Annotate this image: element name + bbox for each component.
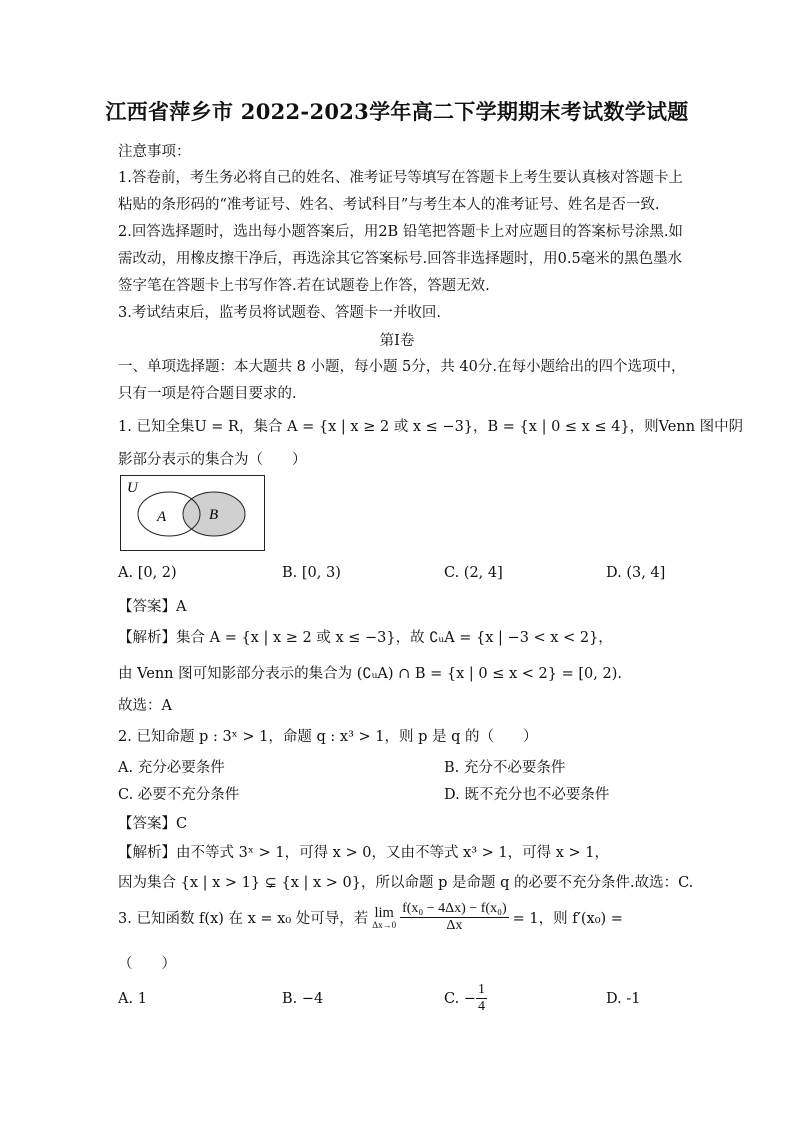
venn-label-b: B [209, 507, 219, 523]
limit-subscript: Δx→0 [372, 919, 397, 930]
option-c: C. (2, 4] [444, 565, 503, 581]
question-1-stem: 1. 已知全集U = R，集合 A = {x | x ≥ 2 或 x ≤ −3}，B = {x | 0 ≤ x ≤ 4}，则Venn 图中阴 [118, 419, 744, 435]
notice-line: 粘贴的条形码的“准考证号、姓名、考试科目”与考生本人的准考证号、姓名是否一致. [118, 197, 660, 213]
limit [372, 906, 396, 930]
option-d: D. -1 [606, 991, 641, 1007]
limit-fraction [400, 901, 509, 934]
option-c-fraction [476, 982, 487, 1015]
option-c [444, 982, 487, 1015]
option-c: C. 必要不充分条件 [118, 787, 240, 803]
venn-svg [121, 476, 264, 550]
stem-text: = 1，则 f′(x₀) = [512, 911, 623, 927]
fraction-denominator: Δx [446, 918, 463, 933]
stem-text: 3. 已知函数 f(x) 在 x = x₀ 处可导，若 [118, 911, 369, 927]
notice-line: 签字笔在答题卡上书写作答.若在试题卷上作答，答题无效. [118, 278, 490, 294]
analysis: 【解析】由不等式 3ˣ > 1，可得 x > 0，又由不等式 x³ > 1，可得 x > 1， [118, 845, 610, 861]
notice-line: 需改动，用橡皮擦干净后，再选涂其它答案标号.回答非选择题时，用0.5毫米的黑色墨水 [118, 251, 683, 267]
part-heading: 一、单项选择题：本大题共 8 小题，每小题 5分，共 40分.在每小题给出的四个选项中， [118, 359, 686, 375]
analysis: 因为集合 {x | x > 1} ⊊ {x | x > 0}，所以命题 p 是命题 q 的必要不充分条件.故选：C. [118, 875, 694, 891]
venn-diagram [120, 475, 265, 551]
analysis: 【解析】集合 A = {x | x ≥ 2 或 x ≤ −3}，故 ∁ᵤA = {x | −3 < x < 2}， [118, 630, 613, 646]
notice-line: 2.回答选择题时，选出每小题答案后，用2B 铅笔把答题卡上对应题目的答案标号涂黑.如 [118, 224, 683, 240]
option-a: A. 1 [118, 991, 147, 1007]
venn-label-a: A [157, 509, 167, 525]
option-b: B. −4 [282, 991, 324, 1007]
venn-label-u: U [127, 480, 138, 496]
question-3-stem [118, 901, 623, 934]
section-title: 第Ⅰ卷 [379, 333, 415, 349]
conclusion: 故选：A [118, 698, 172, 714]
part-heading: 只有一项是符合题目要求的. [118, 386, 297, 402]
fraction-numerator: f(x₀ − 4Δx) − f(x₀) [402, 901, 507, 916]
option-b: B. [0, 3) [282, 565, 341, 581]
option-a: A. 充分必要条件 [118, 760, 225, 776]
question-2-stem: 2. 已知命题 p : 3ˣ > 1，命题 q : x³ > 1，则 p 是 q 的（ ） [118, 729, 538, 745]
fraction-denominator: 4 [477, 999, 485, 1014]
notice-line: 1.答卷前，考生务必将自己的姓名、准考证号等填写在答题卡上考生要认真核对答题卡上 [118, 170, 683, 186]
analysis: 由 Venn 图可知影部分表示的集合为 (∁ᵤA) ∩ B = {x | 0 ≤ x < 2} = [0, 2). [118, 666, 622, 682]
option-d: D. 既不充分也不必要条件 [444, 787, 610, 803]
option-b: B. 充分不必要条件 [444, 760, 566, 776]
answer-paren: （ ） [118, 956, 176, 972]
page-title: 江西省萍乡市 2022-2023学年高二下学期期末考试数学试题 [105, 99, 689, 124]
option-c-label: C. − [444, 990, 476, 1007]
question-1-stem: 影部分表示的集合为（ ） [118, 452, 307, 468]
answer-label: 【答案】A [118, 599, 187, 615]
notice-line: 3.考试结束后，监考员将试题卷、答题卡一并收回. [118, 305, 441, 321]
limit-operator: lim [374, 904, 394, 921]
option-d: D. (3, 4] [606, 565, 666, 581]
notice-heading: 注意事项： [118, 144, 191, 160]
answer-label: 【答案】C [118, 816, 188, 832]
option-a: A. [0, 2) [118, 565, 177, 581]
fraction-numerator: 1 [477, 982, 485, 997]
